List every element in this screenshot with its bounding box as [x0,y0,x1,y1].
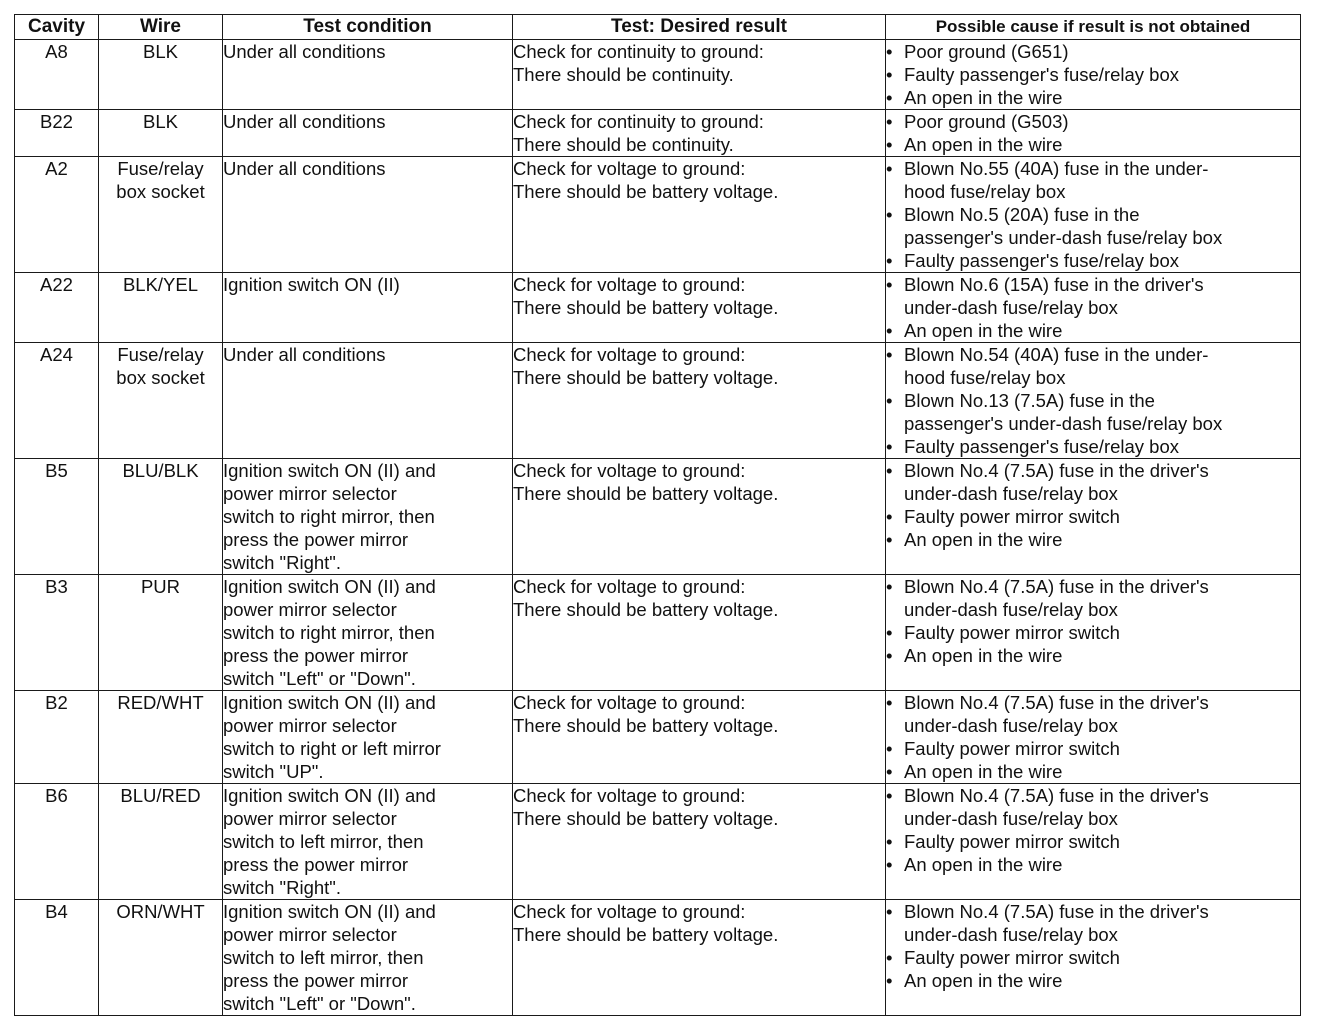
bullet-icon: • [886,436,893,457]
cause-text [904,853,1300,876]
cause-line: An open in the wire [904,645,1063,666]
wire-label: BLU/BLK [122,460,199,481]
cause-line: Blown No.54 (40A) fuse in the under- [904,344,1209,365]
bullet-icon: • [886,622,893,643]
possible-cause-cell [886,273,1301,343]
bullet-icon: • [886,134,893,155]
test-condition-cell [223,273,513,343]
cause-line: Blown No.4 (7.5A) fuse in the driver's [904,460,1209,481]
cause-line: Blown No.4 (7.5A) fuse in the driver's [904,901,1209,922]
test-condition-line: Under all conditions [223,41,386,62]
desired-result-line: Check for voltage to ground: [513,785,746,806]
test-condition-cell [223,157,513,273]
connector-test-table [14,14,1301,1016]
test-condition-cell [223,110,513,157]
desired-result-cell [513,273,886,343]
bullet-icon: • [886,506,893,527]
cause-text [904,273,1300,319]
cause-line: Faulty power mirror switch [904,738,1120,759]
test-condition-line: power mirror selector [223,715,397,736]
desired-result-line: Check for voltage to ground: [513,692,746,713]
cause-item [886,110,1300,133]
cavity-cell [15,459,99,575]
cause-item [886,203,1300,249]
test-condition-line: Under all conditions [223,344,386,365]
desired-result-cell [513,343,886,459]
table-row [15,273,1301,343]
cause-text [904,343,1300,389]
cause-line: An open in the wire [904,87,1063,108]
cause-line: Blown No.13 (7.5A) fuse in the [904,390,1155,411]
cavity-cell [15,900,99,1016]
cause-item [886,900,1300,946]
cavity-cell [15,784,99,900]
wire-label: BLK [143,111,178,132]
cavity-label: B3 [45,576,68,597]
desired-result-line: There should be battery voltage. [513,181,779,202]
test-condition-cell [223,900,513,1016]
cause-line: Faulty power mirror switch [904,947,1120,968]
table-row [15,343,1301,459]
desired-result-line: Check for continuity to ground: [513,41,764,62]
cause-text [904,969,1300,992]
diagnostic-sheet [14,14,1300,1016]
cause-line: Faulty power mirror switch [904,622,1120,643]
cause-item [886,63,1300,86]
cause-text [904,133,1300,156]
cause-item [886,249,1300,272]
cause-line: Faulty passenger's fuse/relay box [904,64,1180,85]
table-header [15,15,1301,40]
cause-text [904,389,1300,435]
test-condition-line: Ignition switch ON (II) and [223,901,436,922]
cause-line: under-dash fuse/relay box [904,599,1118,620]
wire-label: BLK/YEL [122,274,199,295]
cause-item [886,528,1300,551]
test-condition-line: power mirror selector [223,599,397,620]
cause-text [904,40,1300,63]
possible-cause-cell [886,40,1301,110]
cause-item [886,853,1300,876]
header-desired-result: Test: Desired result [513,15,886,40]
table-row [15,40,1301,110]
desired-result-cell [513,691,886,784]
bullet-icon: • [886,947,893,968]
cause-text [904,203,1300,249]
test-condition-line: switch "Left" or "Down". [223,668,416,689]
bullet-icon: • [886,41,893,62]
cause-text [904,575,1300,621]
desired-result-line: There should be continuity. [513,64,734,85]
cause-line: Faulty passenger's fuse/relay box [904,250,1180,271]
wire-cell [99,784,223,900]
cause-item [886,86,1300,109]
cause-line: hood fuse/relay box [904,181,1066,202]
cause-line: Faulty passenger's fuse/relay box [904,436,1180,457]
test-condition-line: switch "Right". [223,552,342,573]
bullet-icon: • [886,87,893,108]
cause-item [886,644,1300,667]
test-condition-line: press the power mirror [223,645,409,666]
cause-text [904,830,1300,853]
desired-result-cell [513,784,886,900]
cavity-cell [15,157,99,273]
cause-text [904,691,1300,737]
wire-cell [99,110,223,157]
wire-label: BLK [143,41,178,62]
bullet-icon: • [886,158,893,179]
wire-cell [99,343,223,459]
test-condition-line: switch to left mirror, then [223,831,424,852]
bullet-icon: • [886,901,893,922]
cause-item [886,575,1300,621]
test-condition-line: Ignition switch ON (II) and [223,692,436,713]
possible-cause-cell [886,343,1301,459]
bullet-icon: • [886,738,893,759]
desired-result-line: There should be battery voltage. [513,297,779,318]
cause-text [904,528,1300,551]
cause-text [904,459,1300,505]
test-condition-line: power mirror selector [223,808,397,829]
test-condition-line: Ignition switch ON (II) [223,274,400,295]
cause-item [886,691,1300,737]
test-condition-line: press the power mirror [223,854,409,875]
test-condition-line: Ignition switch ON (II) and [223,576,436,597]
wire-label: ORN/WHT [116,901,205,922]
cause-text [904,737,1300,760]
cause-item [886,319,1300,342]
desired-result-line: Check for voltage to ground: [513,901,746,922]
desired-result-line: Check for voltage to ground: [513,344,746,365]
table-row [15,157,1301,273]
table-row [15,900,1301,1016]
table-row [15,784,1301,900]
desired-result-line: Check for voltage to ground: [513,158,746,179]
cause-text [904,435,1300,458]
table-row [15,691,1301,784]
table-row [15,575,1301,691]
test-condition-line: switch "Left" or "Down". [223,993,416,1014]
bullet-icon: • [886,64,893,85]
cause-item [886,946,1300,969]
cause-text [904,157,1300,203]
bullet-icon: • [886,320,893,341]
test-condition-line: switch "Right". [223,877,342,898]
desired-result-line: There should be battery voltage. [513,483,779,504]
wire-cell [99,575,223,691]
test-condition-line: switch to left mirror, then [223,947,424,968]
cavity-label: B22 [40,111,73,132]
cause-text [904,505,1300,528]
bullet-icon: • [886,529,893,550]
test-condition-line: press the power mirror [223,529,409,550]
wire-label: box socket [116,367,205,388]
cause-item [886,157,1300,203]
cause-item [886,505,1300,528]
cause-text [904,621,1300,644]
test-condition-line: Under all conditions [223,111,386,132]
desired-result-line: There should be battery voltage. [513,808,779,829]
header-row [15,15,1301,40]
cause-line: Blown No.55 (40A) fuse in the under- [904,158,1209,179]
cause-text [904,644,1300,667]
desired-result-line: There should be battery voltage. [513,924,779,945]
bullet-icon: • [886,970,893,991]
table-row [15,110,1301,157]
bullet-icon: • [886,390,893,411]
cause-text [904,784,1300,830]
cause-item [886,389,1300,435]
wire-cell [99,691,223,784]
bullet-icon: • [886,854,893,875]
bullet-icon: • [886,645,893,666]
cause-text [904,946,1300,969]
cavity-label: A24 [40,344,73,365]
desired-result-line: Check for voltage to ground: [513,274,746,295]
cavity-cell [15,273,99,343]
cavity-label: A22 [40,274,73,295]
bullet-icon: • [886,274,893,295]
desired-result-line: There should be continuity. [513,134,734,155]
header-wire: Wire [99,15,223,40]
table-body [15,40,1301,1016]
cause-text [904,63,1300,86]
cavity-label: A8 [45,41,68,62]
desired-result-line: There should be battery voltage. [513,599,779,620]
cause-item [886,969,1300,992]
wire-label: PUR [140,576,181,597]
desired-result-cell [513,900,886,1016]
bullet-icon: • [886,785,893,806]
cause-line: Faulty power mirror switch [904,506,1120,527]
test-condition-line: switch to right mirror, then [223,506,435,527]
cause-line: passenger's under-dash fuse/relay box [904,413,1223,434]
desired-result-cell [513,40,886,110]
cause-line: passenger's under-dash fuse/relay box [904,227,1223,248]
cause-item [886,784,1300,830]
possible-cause-cell [886,459,1301,575]
bullet-icon: • [886,761,893,782]
wire-cell [99,157,223,273]
test-condition-line: switch "UP". [223,761,324,782]
test-condition-line: Under all conditions [223,158,386,179]
possible-cause-cell [886,157,1301,273]
cause-line: Poor ground (G503) [904,111,1069,132]
desired-result-cell [513,575,886,691]
cause-item [886,435,1300,458]
cause-text [904,249,1300,272]
cavity-cell [15,343,99,459]
test-condition-line: power mirror selector [223,483,397,504]
test-condition-line: press the power mirror [223,970,409,991]
cause-text [904,900,1300,946]
desired-result-line: Check for voltage to ground: [513,460,746,481]
cause-line: Faulty power mirror switch [904,831,1120,852]
cause-line: An open in the wire [904,761,1063,782]
cause-text [904,110,1300,133]
possible-cause-cell [886,110,1301,157]
cause-text [904,319,1300,342]
desired-result-line: Check for voltage to ground: [513,576,746,597]
cavity-label: B2 [45,692,68,713]
cavity-label: A2 [45,158,68,179]
table-row [15,459,1301,575]
test-condition-cell [223,784,513,900]
possible-cause-cell [886,900,1301,1016]
cause-item [886,40,1300,63]
test-condition-cell [223,40,513,110]
cause-item [886,737,1300,760]
cause-line: Blown No.4 (7.5A) fuse in the driver's [904,692,1209,713]
cause-line: Blown No.5 (20A) fuse in the [904,204,1140,225]
bullet-icon: • [886,204,893,225]
cause-line: under-dash fuse/relay box [904,715,1118,736]
wire-cell [99,273,223,343]
possible-cause-cell [886,575,1301,691]
bullet-icon: • [886,692,893,713]
desired-result-cell [513,459,886,575]
cause-item [886,133,1300,156]
cause-item [886,760,1300,783]
desired-result-cell [513,110,886,157]
possible-cause-cell [886,784,1301,900]
cause-item [886,343,1300,389]
wire-cell [99,459,223,575]
possible-cause-cell [886,691,1301,784]
test-condition-cell [223,459,513,575]
cavity-cell [15,691,99,784]
cause-line: An open in the wire [904,854,1063,875]
cause-line: under-dash fuse/relay box [904,924,1118,945]
cause-text [904,760,1300,783]
cause-line: hood fuse/relay box [904,367,1066,388]
cause-line: An open in the wire [904,970,1063,991]
cause-line: Blown No.4 (7.5A) fuse in the driver's [904,576,1209,597]
cause-line: Blown No.6 (15A) fuse in the driver's [904,274,1204,295]
test-condition-line: Ignition switch ON (II) and [223,460,436,481]
header-cavity: Cavity [15,15,99,40]
cause-line: An open in the wire [904,529,1063,550]
header-possible-cause: Possible cause if result is not obtained [886,15,1301,40]
cause-item [886,621,1300,644]
bullet-icon: • [886,831,893,852]
wire-label: Fuse/relay [117,158,204,179]
desired-result-line: There should be battery voltage. [513,715,779,736]
cause-line: under-dash fuse/relay box [904,297,1118,318]
bullet-icon: • [886,344,893,365]
test-condition-line: switch to right mirror, then [223,622,435,643]
test-condition-line: switch to right or left mirror [223,738,441,759]
cavity-cell [15,40,99,110]
wire-cell [99,900,223,1016]
desired-result-cell [513,157,886,273]
test-condition-cell [223,691,513,784]
cavity-cell [15,110,99,157]
cavity-label: B4 [45,901,68,922]
desired-result-line: Check for continuity to ground: [513,111,764,132]
wire-label: BLU/RED [120,785,201,806]
cause-text [904,86,1300,109]
cause-line: An open in the wire [904,134,1063,155]
test-condition-line: Ignition switch ON (II) and [223,785,436,806]
bullet-icon: • [886,576,893,597]
bullet-icon: • [886,460,893,481]
cause-line: An open in the wire [904,320,1063,341]
wire-label: Fuse/relay [117,344,204,365]
cause-line: under-dash fuse/relay box [904,808,1118,829]
bullet-icon: • [886,250,893,271]
test-condition-line: power mirror selector [223,924,397,945]
cause-item [886,273,1300,319]
cavity-label: B6 [45,785,68,806]
bullet-icon: • [886,111,893,132]
cavity-label: B5 [45,460,68,481]
test-condition-cell [223,575,513,691]
wire-label: box socket [116,181,205,202]
cause-line: under-dash fuse/relay box [904,483,1118,504]
cause-line: Blown No.4 (7.5A) fuse in the driver's [904,785,1209,806]
header-test-condition: Test condition [223,15,513,40]
cause-item [886,830,1300,853]
wire-label: RED/WHT [117,692,204,713]
cavity-cell [15,575,99,691]
wire-cell [99,40,223,110]
cause-item [886,459,1300,505]
test-condition-cell [223,343,513,459]
cause-line: Poor ground (G651) [904,41,1069,62]
desired-result-line: There should be battery voltage. [513,367,779,388]
